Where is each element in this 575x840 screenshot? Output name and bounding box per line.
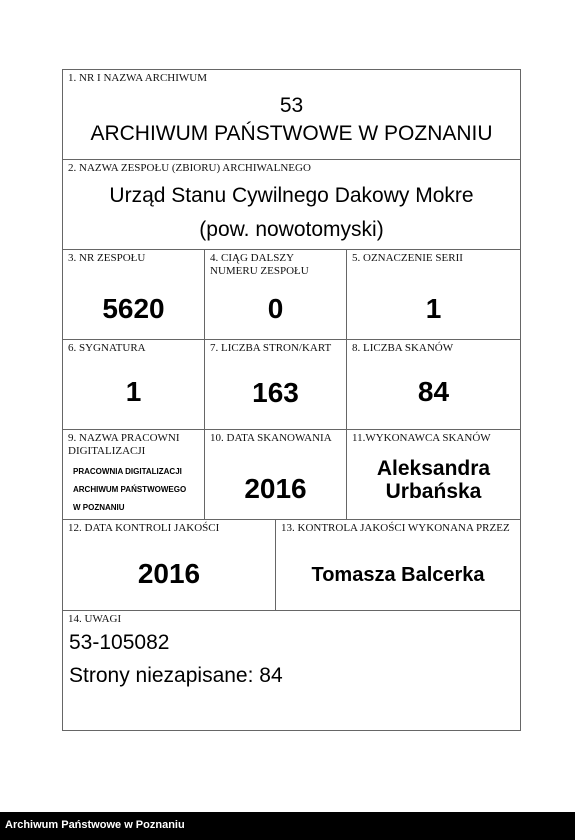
notes-label: 14. UWAGI: [68, 613, 122, 625]
archive-label: 1. NR I NAZWA ARCHIWUM: [68, 72, 208, 84]
qc-by-cell: [275, 519, 521, 611]
notes-cell: [62, 610, 521, 731]
metadata-card: [62, 69, 521, 731]
archive-name: ARCHIWUM PAŃSTWOWE W POZNANIU: [90, 122, 493, 145]
collection-cell: [62, 159, 521, 250]
collection-label: 2. NAZWA ZESPOŁU (ZBIORU) ARCHIWALNEGO: [68, 162, 311, 174]
scan-date-value: 2016: [244, 473, 307, 504]
pages-label: 7. LICZBA STRON/KART: [210, 342, 332, 354]
lab-label: 9. NAZWA PRACOWNI DIGITALIZACJI: [68, 432, 180, 457]
series-cell: [346, 249, 521, 340]
qc-date-value: 2016: [137, 558, 201, 589]
lab-name-line2: ARCHIWUM PAŃSTWOWEGO: [73, 485, 187, 494]
scans-label: 8. LICZBA SKANÓW: [352, 342, 454, 354]
lab-cell: [62, 429, 205, 520]
signature-label: 6. SYGNATURA: [68, 342, 146, 354]
scans-cell: [346, 339, 521, 430]
series-value: 1: [425, 293, 442, 324]
scanner-first-name: Aleksandra: [376, 457, 491, 480]
scans-value: 84: [417, 376, 450, 407]
qc-by-value: Tomasza Balcerka: [311, 564, 485, 586]
qc-date-label: 12. DATA KONTROLI JAKOŚCI: [68, 522, 220, 534]
archive-number: 53: [279, 94, 304, 117]
qc-date-cell: [62, 519, 276, 611]
collection-name: Urząd Stanu Cywilnego Dakowy Mokre: [109, 184, 474, 207]
pages-value: 163: [252, 377, 299, 408]
signature-cell: [62, 339, 205, 430]
scanner-cell: [346, 429, 521, 520]
footer-bar: [0, 812, 575, 840]
scanner-last-name: Urbańska: [385, 480, 482, 503]
footer-text: Archiwum Państwowe w Poznaniu: [5, 819, 185, 831]
fond-number-value: 5620: [102, 293, 165, 324]
pages-cell: [204, 339, 347, 430]
continuation-label: 4. CIĄG DALSZY NUMERU ZESPOŁU: [210, 252, 309, 277]
signature-value: 1: [125, 376, 142, 407]
collection-county: (pow. nowotomyski): [199, 218, 384, 241]
notes-blank-pages: Strony niezapisane: 84: [69, 664, 283, 687]
lab-name-line3: W POZNANIU: [73, 503, 125, 512]
lab-name-line1: PRACOWNIA DIGITALIZACJI: [73, 467, 182, 476]
series-label: 5. OZNACZENIE SERII: [352, 252, 463, 264]
continuation-value: 0: [267, 293, 284, 324]
fond-number-cell: [62, 249, 205, 340]
archive-cell: [62, 69, 521, 160]
scan-date-label: 10. DATA SKANOWANIA: [210, 432, 332, 444]
scan-date-cell: [204, 429, 347, 520]
continuation-cell: [204, 249, 347, 340]
scanner-label: 11.WYKONAWCA SKANÓW: [352, 432, 491, 444]
qc-by-label: 13. KONTROLA JAKOŚCI WYKONANA PRZEZ: [281, 522, 510, 534]
notes-reference: 53-105082: [69, 631, 170, 654]
fond-number-label: 3. NR ZESPOŁU: [68, 252, 146, 264]
